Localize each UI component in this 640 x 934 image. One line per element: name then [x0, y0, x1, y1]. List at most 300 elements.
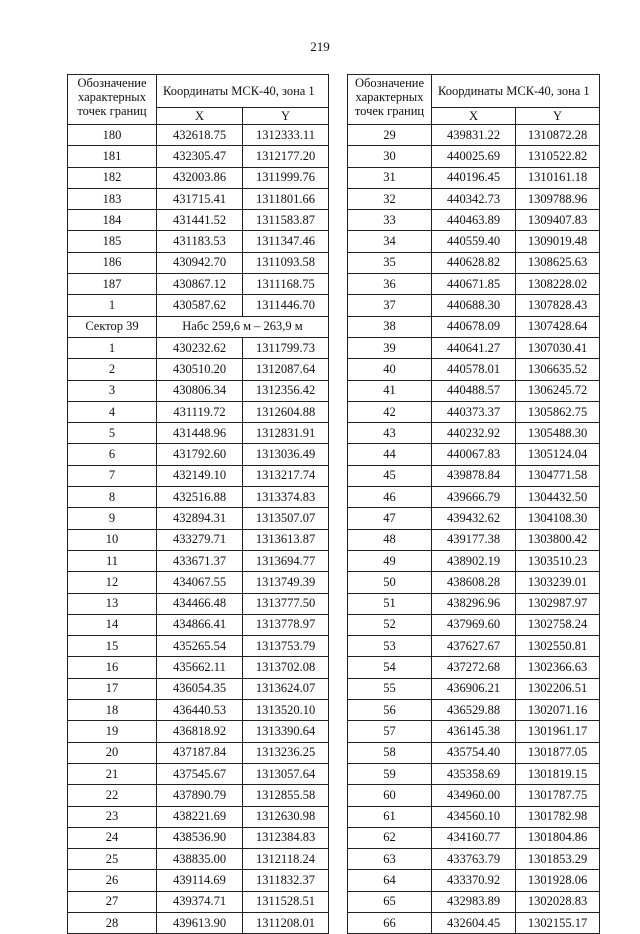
point-id: 183	[68, 188, 157, 209]
coord-y: 1304108.30	[516, 508, 600, 529]
table-row	[68, 827, 329, 848]
table-row	[348, 167, 600, 188]
coord-y: 1313507.07	[243, 508, 329, 529]
point-id: 27	[68, 891, 157, 912]
coord-x: 435662.11	[157, 657, 243, 678]
point-id: 3	[68, 380, 157, 401]
coord-y: 1311528.51	[243, 891, 329, 912]
table-header-row	[348, 75, 600, 108]
coord-x: 436054.35	[157, 678, 243, 699]
coord-y: 1302758.24	[516, 614, 600, 635]
point-id: 17	[68, 678, 157, 699]
table-row	[68, 700, 329, 721]
coord-x: 439374.71	[157, 891, 243, 912]
point-id: 46	[348, 487, 432, 508]
table-row	[348, 423, 600, 444]
point-id: 66	[348, 912, 432, 933]
coord-y: 1313702.08	[243, 657, 329, 678]
point-id: 63	[348, 849, 432, 870]
point-id: 14	[68, 614, 157, 635]
header-label: Обозначение характерных точек границ	[68, 75, 157, 125]
coord-x: 439831.22	[432, 125, 516, 146]
coord-x: 434866.41	[157, 614, 243, 635]
table-row	[68, 401, 329, 422]
table-row	[68, 423, 329, 444]
table-row	[348, 188, 600, 209]
point-id: 7	[68, 465, 157, 486]
coord-x: 440678.09	[432, 316, 516, 337]
table-row	[68, 763, 329, 784]
point-id: 37	[348, 295, 432, 316]
coord-y: 1310872.28	[516, 125, 600, 146]
header-y: Y	[516, 108, 600, 125]
header-y: Y	[243, 108, 329, 125]
coord-y: 1311799.73	[243, 337, 329, 358]
coord-x: 432516.88	[157, 487, 243, 508]
table-row	[348, 550, 600, 571]
table-row	[68, 231, 329, 252]
coord-y: 1310161.18	[516, 167, 600, 188]
coord-y: 1312630.98	[243, 806, 329, 827]
coord-y: 1313613.87	[243, 529, 329, 550]
coord-x: 437272.68	[432, 657, 516, 678]
table-row	[68, 210, 329, 231]
point-id: 26	[68, 870, 157, 891]
coord-x: 440559.40	[432, 231, 516, 252]
coord-x: 440373.37	[432, 401, 516, 422]
coord-x: 440628.82	[432, 252, 516, 273]
coord-x: 430806.34	[157, 380, 243, 401]
point-id: 41	[348, 380, 432, 401]
point-id: 43	[348, 423, 432, 444]
coord-y: 1311093.58	[243, 252, 329, 273]
point-id: 1	[68, 337, 157, 358]
coord-y: 1313753.79	[243, 636, 329, 657]
point-id: 5	[68, 423, 157, 444]
coord-x: 430232.62	[157, 337, 243, 358]
coord-y: 1302550.81	[516, 636, 600, 657]
point-id: 51	[348, 593, 432, 614]
table-row	[348, 274, 600, 295]
coord-x: 440488.57	[432, 380, 516, 401]
point-id: Сектор 39	[68, 316, 157, 337]
coord-x: 439114.69	[157, 870, 243, 891]
point-id: 42	[348, 401, 432, 422]
coord-y: 1304432.50	[516, 487, 600, 508]
table-row	[68, 444, 329, 465]
table-row	[348, 295, 600, 316]
coord-x: 437969.60	[432, 614, 516, 635]
coord-x: 440578.01	[432, 359, 516, 380]
coord-x: 435754.40	[432, 742, 516, 763]
table-row	[68, 657, 329, 678]
coord-x: 431792.60	[157, 444, 243, 465]
coord-x: 436145.38	[432, 721, 516, 742]
coord-y: 1301804.86	[516, 827, 600, 848]
coord-x: 440067.83	[432, 444, 516, 465]
table-row	[68, 487, 329, 508]
point-id: 6	[68, 444, 157, 465]
table-row	[348, 721, 600, 742]
table-row	[348, 678, 600, 699]
coord-y: 1305488.30	[516, 423, 600, 444]
coord-y: 1303510.23	[516, 550, 600, 571]
point-id: 184	[68, 210, 157, 231]
table-row	[348, 125, 600, 146]
table-row	[348, 316, 600, 337]
coord-y: 1312177.20	[243, 146, 329, 167]
table-row	[348, 891, 600, 912]
table-row	[68, 806, 329, 827]
table-row	[68, 252, 329, 273]
coord-y: 1311832.37	[243, 870, 329, 891]
coord-x: 433279.71	[157, 529, 243, 550]
point-id: 185	[68, 231, 157, 252]
point-id: 29	[348, 125, 432, 146]
point-id: 64	[348, 870, 432, 891]
table-row	[348, 827, 600, 848]
point-id: 23	[68, 806, 157, 827]
coord-y: 1313778.97	[243, 614, 329, 635]
table-row	[68, 678, 329, 699]
coord-y: 1311999.76	[243, 167, 329, 188]
table-row	[68, 146, 329, 167]
table-row	[68, 316, 329, 337]
coord-x: 435265.54	[157, 636, 243, 657]
coord-y: 1312604.88	[243, 401, 329, 422]
coord-y: 1306635.52	[516, 359, 600, 380]
table-row	[348, 700, 600, 721]
coord-x: 440196.45	[432, 167, 516, 188]
coord-y: 1311583.87	[243, 210, 329, 231]
coord-x: 432604.45	[432, 912, 516, 933]
coord-x: 437890.79	[157, 785, 243, 806]
coord-y: 1302366.63	[516, 657, 600, 678]
table-row	[348, 849, 600, 870]
header-coords: Координаты МСК-40, зона 1	[157, 75, 329, 108]
coord-y: 1313390.64	[243, 721, 329, 742]
point-id: 19	[68, 721, 157, 742]
coord-x: 433763.79	[432, 849, 516, 870]
header-x: X	[432, 108, 516, 125]
point-id: 31	[348, 167, 432, 188]
point-id: 59	[348, 763, 432, 784]
coord-y: 1308625.63	[516, 252, 600, 273]
table-row	[68, 593, 329, 614]
coord-x: 437627.67	[432, 636, 516, 657]
table-row	[68, 295, 329, 316]
coord-y: 1301782.98	[516, 806, 600, 827]
table-row	[348, 593, 600, 614]
table-row	[68, 849, 329, 870]
coord-x: 439666.79	[432, 487, 516, 508]
point-id: 11	[68, 550, 157, 571]
coord-x: 431715.41	[157, 188, 243, 209]
coord-x: 440342.73	[432, 188, 516, 209]
coord-y: 1312333.11	[243, 125, 329, 146]
coord-x: 432003.86	[157, 167, 243, 188]
table-row	[68, 742, 329, 763]
coord-y: 1313749.39	[243, 572, 329, 593]
point-id: 56	[348, 700, 432, 721]
coord-x: 440671.85	[432, 274, 516, 295]
point-id: 60	[348, 785, 432, 806]
table-row	[348, 231, 600, 252]
table-row	[68, 337, 329, 358]
point-id: 13	[68, 593, 157, 614]
coord-y: 1302206.51	[516, 678, 600, 699]
table-row	[348, 529, 600, 550]
coord-x: 434960.00	[432, 785, 516, 806]
coord-y: 1311208.01	[243, 912, 329, 933]
coord-y: 1309788.96	[516, 188, 600, 209]
point-id: 54	[348, 657, 432, 678]
coord-x: 432618.75	[157, 125, 243, 146]
coord-y: 1306245.72	[516, 380, 600, 401]
table-row	[348, 763, 600, 784]
point-id: 44	[348, 444, 432, 465]
point-id: 55	[348, 678, 432, 699]
table-row	[348, 806, 600, 827]
coord-x: 430867.12	[157, 274, 243, 295]
header-label: Обозначение характерных точек границ	[348, 75, 432, 125]
point-id: 15	[68, 636, 157, 657]
coord-x: 434160.77	[432, 827, 516, 848]
coord-y: 1313057.64	[243, 763, 329, 784]
page-number: 219	[310, 39, 330, 54]
coord-x: 430510.20	[157, 359, 243, 380]
point-id: 22	[68, 785, 157, 806]
point-id: 39	[348, 337, 432, 358]
table-row	[68, 274, 329, 295]
coord-y: 1312384.83	[243, 827, 329, 848]
point-id: 50	[348, 572, 432, 593]
coord-x: 434466.48	[157, 593, 243, 614]
coordinates-table-left	[67, 74, 329, 934]
table-row	[348, 636, 600, 657]
coord-x: 430587.62	[157, 295, 243, 316]
point-id: 33	[348, 210, 432, 231]
coord-y: 1301853.29	[516, 849, 600, 870]
coord-x: 431119.72	[157, 401, 243, 422]
coord-y: 1311801.66	[243, 188, 329, 209]
table-row	[68, 614, 329, 635]
coord-x: 438835.00	[157, 849, 243, 870]
table-row	[68, 636, 329, 657]
point-id: 28	[68, 912, 157, 933]
table-row	[68, 785, 329, 806]
header-coords: Координаты МСК-40, зона 1	[432, 75, 600, 108]
header-x: X	[157, 108, 243, 125]
coord-x: 438296.96	[432, 593, 516, 614]
coord-x: 439878.84	[432, 465, 516, 486]
point-id: 186	[68, 252, 157, 273]
coord-x: 433370.92	[432, 870, 516, 891]
coord-y: 1313777.50	[243, 593, 329, 614]
coord-x: 433671.37	[157, 550, 243, 571]
point-id: 65	[348, 891, 432, 912]
coord-y: 1312087.64	[243, 359, 329, 380]
coord-x: 440025.69	[432, 146, 516, 167]
point-id: 58	[348, 742, 432, 763]
point-id: 35	[348, 252, 432, 273]
coord-y: 1311446.70	[243, 295, 329, 316]
coord-x: 436818.92	[157, 721, 243, 742]
point-id: 9	[68, 508, 157, 529]
coord-x: 440641.27	[432, 337, 516, 358]
coord-x: 431183.53	[157, 231, 243, 252]
table-row	[68, 912, 329, 933]
coord-x: 437187.84	[157, 742, 243, 763]
coord-y: 1313694.77	[243, 550, 329, 571]
coord-y: 1301787.75	[516, 785, 600, 806]
coord-x: 432305.47	[157, 146, 243, 167]
point-id: 61	[348, 806, 432, 827]
table-row	[68, 891, 329, 912]
coord-x: 431441.52	[157, 210, 243, 231]
point-id: 40	[348, 359, 432, 380]
point-id: 30	[348, 146, 432, 167]
point-id: 12	[68, 572, 157, 593]
table-row	[68, 870, 329, 891]
coord-y: 1302155.17	[516, 912, 600, 933]
coord-y: 1307428.64	[516, 316, 600, 337]
coord-x: 434560.10	[432, 806, 516, 827]
point-id: 32	[348, 188, 432, 209]
point-id: 10	[68, 529, 157, 550]
coord-x: 435358.69	[432, 763, 516, 784]
point-id: 52	[348, 614, 432, 635]
coord-y: 1313217.74	[243, 465, 329, 486]
table-row	[348, 465, 600, 486]
coord-y: 1307828.43	[516, 295, 600, 316]
coord-y: 1311168.75	[243, 274, 329, 295]
coord-y: 1303800.42	[516, 529, 600, 550]
table-row	[68, 125, 329, 146]
point-id: 181	[68, 146, 157, 167]
point-id: 16	[68, 657, 157, 678]
table-row	[348, 252, 600, 273]
point-id: 62	[348, 827, 432, 848]
table-row	[68, 380, 329, 401]
point-id: 18	[68, 700, 157, 721]
coord-x: 436529.88	[432, 700, 516, 721]
coord-x: 440688.30	[432, 295, 516, 316]
coord-y: 1312831.91	[243, 423, 329, 444]
coord-y: 1305862.75	[516, 401, 600, 422]
table-row	[68, 572, 329, 593]
point-id: 8	[68, 487, 157, 508]
coord-y: 1313624.07	[243, 678, 329, 699]
table-row	[68, 550, 329, 571]
coord-x: 438536.90	[157, 827, 243, 848]
table-row	[348, 444, 600, 465]
table-row	[348, 572, 600, 593]
table-header-row	[68, 75, 329, 108]
table-row	[68, 167, 329, 188]
coord-y: 1303239.01	[516, 572, 600, 593]
coord-y: 1302071.16	[516, 700, 600, 721]
coord-x: 438221.69	[157, 806, 243, 827]
table-row	[68, 529, 329, 550]
coord-x: 439432.62	[432, 508, 516, 529]
point-id: 38	[348, 316, 432, 337]
table-row	[348, 487, 600, 508]
point-id: 180	[68, 125, 157, 146]
table-row	[348, 742, 600, 763]
point-id: 20	[68, 742, 157, 763]
coord-y: 1310522.82	[516, 146, 600, 167]
coord-y: 1301819.15	[516, 763, 600, 784]
coord-y: 1305124.04	[516, 444, 600, 465]
coord-y: 1309407.83	[516, 210, 600, 231]
coord-y: 1304771.58	[516, 465, 600, 486]
point-id: 24	[68, 827, 157, 848]
coord-y: 1301961.17	[516, 721, 600, 742]
point-id: 21	[68, 763, 157, 784]
coord-x: 434067.55	[157, 572, 243, 593]
coord-x: 440232.92	[432, 423, 516, 444]
point-id: 49	[348, 550, 432, 571]
coord-y: 1313374.83	[243, 487, 329, 508]
point-id: 57	[348, 721, 432, 742]
coord-y: 1301877.05	[516, 742, 600, 763]
coord-x: 437545.67	[157, 763, 243, 784]
coord-x: 436440.53	[157, 700, 243, 721]
coord-y: 1311347.46	[243, 231, 329, 252]
table-row	[348, 210, 600, 231]
coord-y: 1302028.83	[516, 891, 600, 912]
coord-y: 1301928.06	[516, 870, 600, 891]
table-row	[348, 614, 600, 635]
coord-y: 1313036.49	[243, 444, 329, 465]
coord-y: 1313520.10	[243, 700, 329, 721]
coord-x: 438608.28	[432, 572, 516, 593]
coord-x: 439177.38	[432, 529, 516, 550]
point-id: 48	[348, 529, 432, 550]
coord-x: 432149.10	[157, 465, 243, 486]
table-row	[68, 359, 329, 380]
table-row	[348, 146, 600, 167]
table-row	[348, 657, 600, 678]
table-row	[348, 401, 600, 422]
coord-y: 1312356.42	[243, 380, 329, 401]
coord-x: 432894.31	[157, 508, 243, 529]
coord-y: 1307030.41	[516, 337, 600, 358]
table-row	[348, 380, 600, 401]
point-id: 45	[348, 465, 432, 486]
coord-x: 439613.90	[157, 912, 243, 933]
table-row	[348, 359, 600, 380]
point-id: 187	[68, 274, 157, 295]
coordinates-table-right	[347, 74, 600, 934]
coord-y: 1302987.97	[516, 593, 600, 614]
table-row	[68, 465, 329, 486]
point-id: 2	[68, 359, 157, 380]
coord-x: 436906.21	[432, 678, 516, 699]
coord-x: 431448.96	[157, 423, 243, 444]
table-row	[348, 870, 600, 891]
point-id: 1	[68, 295, 157, 316]
point-id: 47	[348, 508, 432, 529]
table-row	[348, 912, 600, 933]
coord-y: 1309019.48	[516, 231, 600, 252]
coord-x: 432983.89	[432, 891, 516, 912]
table-row	[348, 508, 600, 529]
coord-y: 1313236.25	[243, 742, 329, 763]
point-id: 36	[348, 274, 432, 295]
table-row	[348, 337, 600, 358]
